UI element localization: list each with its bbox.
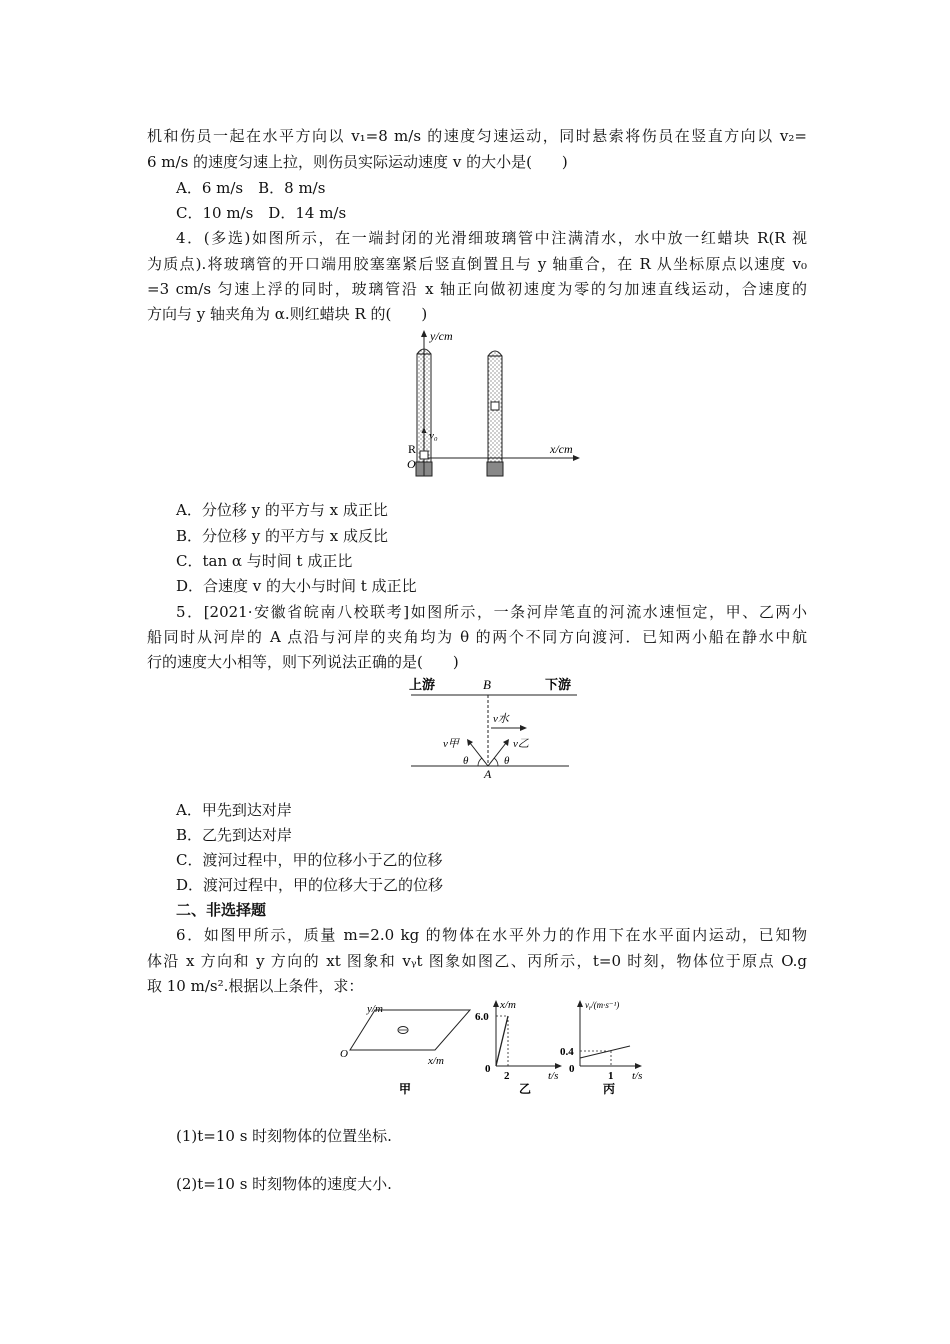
q6-sub-question-1: (1)t=10 s 时刻物体的位置坐标. [176, 1127, 392, 1145]
q4-option-b: B．分位移 y 的平方与 x 成反比 [176, 527, 389, 545]
q4-option-d: D．合速度 v 的大小与时间 t 成正比 [176, 577, 417, 595]
q5-option-a: A．甲先到达对岸 [176, 801, 292, 819]
yi-caption: 乙 [519, 1082, 532, 1096]
point-a-label: A [484, 767, 492, 781]
point-b-label: B [483, 677, 491, 692]
q6-figure-bing [558, 996, 660, 1100]
q3-line-1: 机和伤员一起在水平方向以 v₁=8 m/s 的速度匀速运动，同时悬索将伤员在竖直方向以 v₂= [147, 127, 807, 145]
jia-y-label: y/m [367, 1003, 383, 1015]
q6-line-1: 6．如图甲所示，质量 m=2.0 kg 的物体在水平外力的作用下在水平面内运动，已知物 [176, 926, 807, 944]
q5-option-b: B．乙先到达对岸 [176, 826, 293, 844]
q5-option-c: C．渡河过程中，甲的位移小于乙的位移 [176, 851, 443, 869]
bing-y-tick: 0.4 [560, 1046, 574, 1058]
yi-y-tick: 6.0 [475, 1011, 489, 1023]
q4-line-2: 为质点).将玻璃管的开口端用胶塞塞紧后竖直倒置且与 y 轴重合，在 R 从坐标原点以速度 v₀ [147, 255, 807, 273]
v0-label: v₀ [429, 430, 438, 442]
stopper-2 [487, 462, 503, 476]
yi-graph-line [496, 1016, 508, 1066]
q6-figure-jia [335, 1000, 475, 1100]
origin-label: O [407, 457, 416, 471]
r-label: R [408, 442, 417, 456]
bing-y-label: vᵧ/(m·s⁻¹) [585, 1000, 620, 1010]
v-water-label: v水 [493, 713, 509, 725]
jia-x-label: x/m [428, 1055, 444, 1067]
yi-y-label: x/m [500, 999, 516, 1011]
wax-block-r [420, 451, 428, 459]
q4-line-3: =3 cm/s 匀速上浮的同时，玻璃管沿 x 轴正向做初速度为零的匀加速直线运动，合速度的 [147, 280, 807, 298]
q4-figure-glass-tubes [400, 326, 585, 480]
q5-figure-river [405, 675, 585, 783]
yi-x-label: t/s [548, 1070, 559, 1082]
q4-line-1: 4．(多选)如图所示，在一端封闭的光滑细玻璃管中注满清水，水中放一红蜡块 R(R 视 [176, 229, 807, 247]
q3-options-cd: C．10 m/s D．14 m/s [176, 204, 347, 222]
upstream-label: 上游 [409, 677, 436, 692]
yi-origin: 0 [485, 1063, 491, 1075]
q5-option-d: D．渡河过程中，甲的位移大于乙的位移 [176, 876, 444, 894]
bing-x-tick: 1 [608, 1070, 614, 1082]
q3-options-ab: A．6 m/s B．8 m/s [176, 179, 326, 197]
x-axis-label: x/cm [550, 442, 573, 456]
theta-right-label: θ [504, 755, 510, 767]
q6-figure-yi [470, 996, 570, 1100]
downstream-label: 下游 [545, 677, 572, 692]
bing-graph-line [580, 1046, 630, 1058]
theta-left-label: θ [463, 755, 469, 767]
q6-line-3: 取 10 m/s².根据以上条件，求： [147, 977, 364, 995]
yi-x-tick: 2 [504, 1070, 510, 1082]
motion-plane [350, 1010, 470, 1050]
bing-origin: 0 [569, 1063, 575, 1075]
q3-line-2: 6 m/s 的速度匀速上拉，则伤员实际运动速度 v 的大小是( ) [147, 153, 568, 171]
v-yi-label: v乙 [513, 738, 529, 750]
q6-sub-question-2: (2)t=10 s 时刻物体的速度大小. [176, 1175, 392, 1193]
q4-option-a: A．分位移 y 的平方与 x 成正比 [176, 501, 388, 519]
bing-caption: 丙 [603, 1082, 616, 1096]
q4-option-c: C．tan α 与时间 t 成正比 [176, 552, 353, 570]
wax-block-2 [491, 402, 499, 410]
section-heading: 二、非选择题 [176, 901, 267, 919]
q5-line-2: 船同时从河岸的 A 点沿与河岸的夹角均为 θ 的两个不同方向渡河．已知两小船在静水中航 [147, 628, 807, 646]
q5-line-1: 5．[2021·安徽省皖南八校联考]如图所示，一条河岸笔直的河流水速恒定，甲、乙两小 [176, 603, 807, 621]
v-jia-label: v甲 [443, 738, 459, 750]
q4-line-4: 方向与 y 轴夹角为 α.则红蜡块 R 的( ) [147, 305, 428, 323]
bing-x-label: t/s [632, 1070, 643, 1082]
q5-line-3: 行的速度大小相等，则下列说法正确的是( ) [147, 653, 459, 671]
y-axis-label: y/cm [430, 329, 453, 343]
q6-line-2: 体沿 x 方向和 y 方向的 xt 图象和 vᵧt 图象如图乙、丙所示，t=0 时刻，物体位于原点 O.g [147, 952, 807, 970]
jia-caption: 甲 [399, 1082, 412, 1096]
jia-origin-label: O [340, 1048, 348, 1060]
